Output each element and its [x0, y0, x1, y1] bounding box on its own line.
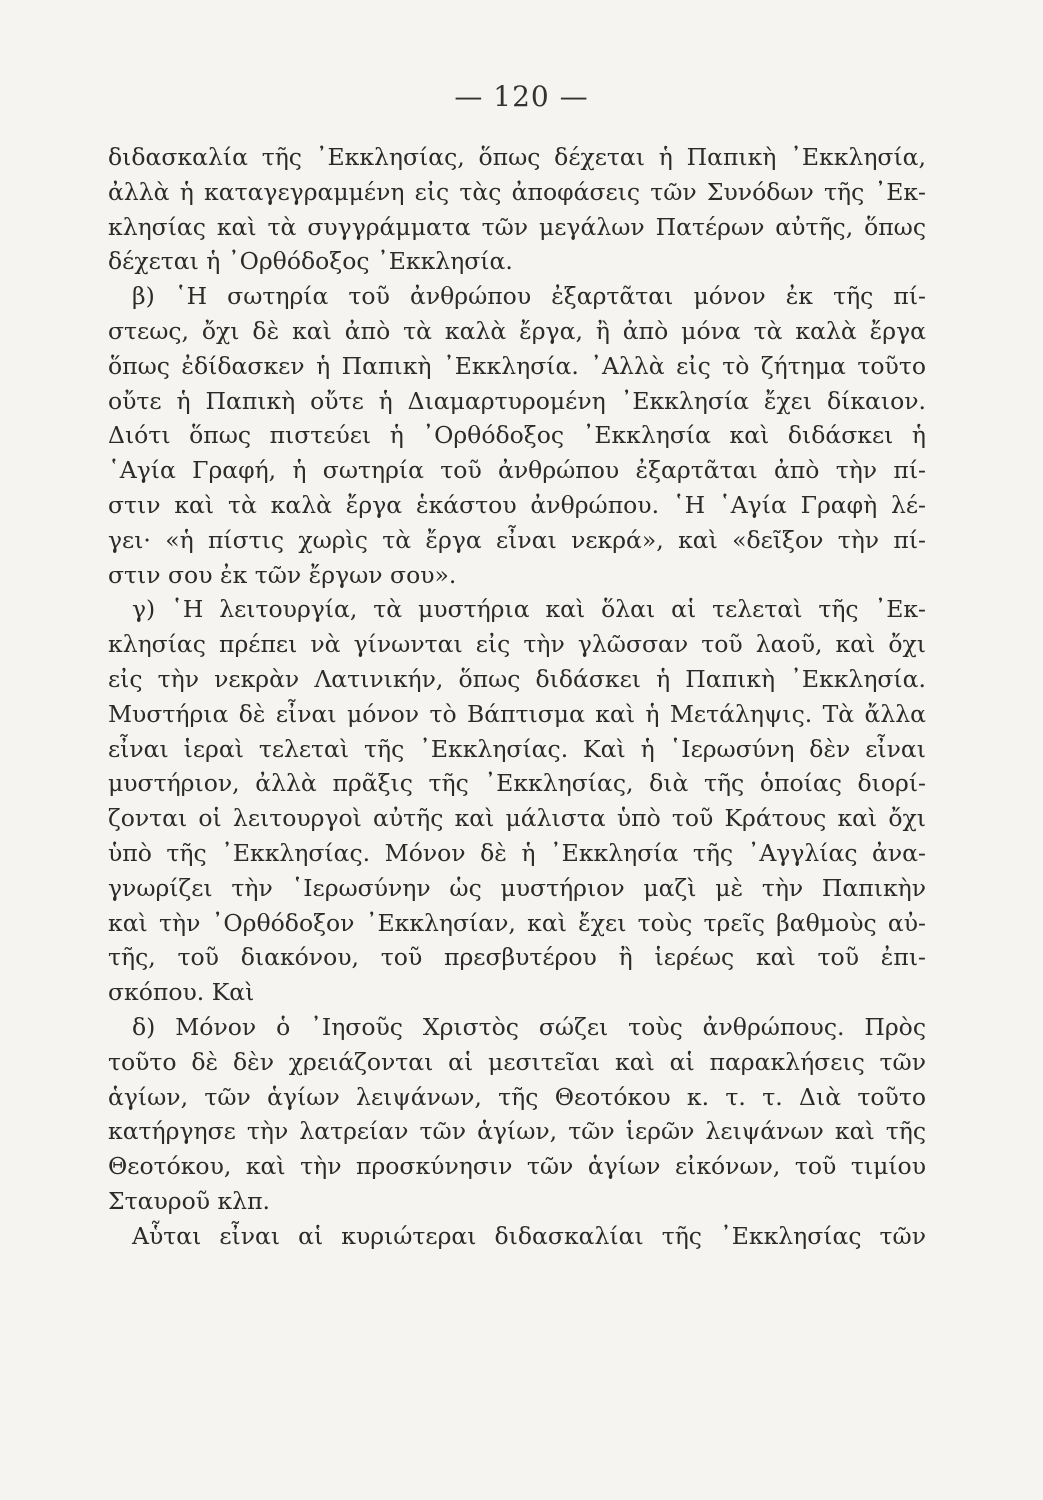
text-line: στεως, ὄχι δὲ καὶ ἀπὸ τὰ καλὰ ἔργα, ἢ ἀπὸ μόνα τὰ καλὰ ἔργα	[108, 316, 926, 345]
text-line: δέχεται ἡ ᾿Ορθόδοξος ᾿Εκκλησία.	[108, 247, 513, 276]
text-line: διδασκαλία τῆς ᾿Εκκλησίας, ὅπως δέχεται ἡ Παπικὴ ᾿Εκκλησία,	[108, 143, 926, 171]
text-line: τῆς, τοῦ διακόνου, τοῦ πρεσβυτέρου ἢ ἱερέως καὶ τοῦ ἐπι-	[108, 943, 926, 972]
text-line: οὔτε ἡ Παπικὴ οὔτε ἡ Διαμαρτυρομένη ᾿Εκκλησία ἔχει δίκαιον.	[108, 386, 926, 415]
text-line: τοῦτο δὲ δὲν χρειάζονται αἱ μεσιτεῖαι καὶ αἱ παρακλήσεις τῶν	[108, 1047, 926, 1076]
text-line: κλησίας καὶ τὰ συγγράμματα τῶν μεγάλων Πατέρων αὐτῆς, ὅπως	[108, 212, 926, 241]
text-line: στιν καὶ τὰ καλὰ ἔργα ἑκάστου ἀνθρώπου. ῾Η ῾Αγία Γραφὴ λέ-	[108, 490, 926, 519]
text-line: γνωρίζει τὴν ῾Ιερωσύνην ὡς μυστήριον μαζὶ μὲ τὴν Παπικὴν	[108, 873, 926, 902]
text-line: Διότι ὅπως πιστεύει ἡ ᾿Ορθόδοξος ᾿Εκκλησία καὶ διδάσκει ἡ	[108, 421, 926, 450]
page-number: — 120 —	[454, 80, 589, 113]
text-line: Θεοτόκου, καὶ τὴν προσκύνησιν τῶν ἁγίων εἰκόνων, τοῦ τιμίου	[108, 1152, 926, 1181]
text-line: ὅπως ἐδίδασκεν ἡ Παπικὴ ᾿Εκκλησία. ᾿Αλλὰ εἰς τὸ ζήτημα τοῦτο	[108, 351, 926, 380]
text-line: β) ῾Η σωτηρία τοῦ ἀνθρώπου ἐξαρτᾶται μόνον ἐκ τῆς πί-	[132, 282, 926, 311]
text-line: εἰς τὴν νεκρὰν Λατινικήν, ὅπως διδάσκει ἡ Παπικὴ ᾿Εκκλησία.	[108, 664, 926, 693]
text-line: γ) ῾Η λειτουργία, τὰ μυστήρια καὶ ὅλαι αἱ τελεταὶ τῆς ᾿Εκ-	[132, 595, 926, 624]
text-line: εἶναι ἱεραὶ τελεταὶ τῆς ᾿Εκκλησίας. Καὶ ἡ ῾Ιερωσύνη δὲν εἶναι	[108, 734, 926, 763]
text-line: ὑπὸ τῆς ᾿Εκκλησίας. Μόνον δὲ ἡ ᾿Εκκλησία τῆς ᾿Αγγλίας ἀνα-	[108, 838, 926, 867]
text-line: δ) Μόνον ὁ ᾿Ιησοῦς Χριστὸς σώζει τοὺς ἀνθρώπους. Πρὸς	[132, 1012, 926, 1041]
text-line: Μυστήρια δὲ εἶναι μόνον τὸ Βάπτισμα καὶ ἡ Μετάληψις. Τὰ ἄλλα	[108, 699, 926, 728]
text-line: κατήργησε τὴν λατρείαν τῶν ἁγίων, τῶν ἱερῶν λειψάνων καὶ τῆς	[108, 1117, 926, 1146]
text-line: ῾Αγία Γραφή, ἡ σωτηρία τοῦ ἀνθρώπου ἐξαρτᾶται ἀπὸ τὴν πί-	[108, 456, 926, 485]
text-line: σκόπου. Καὶ	[108, 978, 255, 1007]
text-line: κλησίας πρέπει νὰ γίνωνται εἰς τὴν γλῶσσαν τοῦ λαοῦ, καὶ ὄχι	[108, 630, 926, 659]
body-text	[108, 140, 926, 1254]
text-line: στιν σου ἐκ τῶν ἔργων σου».	[108, 560, 457, 589]
text-line: ζονται οἱ λειτουργοὶ αὐτῆς καὶ μάλιστα ὑπὸ τοῦ Κράτους καὶ ὄχι	[108, 804, 926, 833]
text-line: Αὗται εἶναι αἱ κυριώτεραι διδασκαλίαι τῆς ᾿Εκκλησίας τῶν	[132, 1221, 926, 1250]
text-line: μυστήριον, ἀλλὰ πρᾶξις τῆς ᾿Εκκλησίας, διὰ τῆς ὁποίας διορί-	[108, 769, 926, 798]
text-line: καὶ τὴν ᾿Ορθόδοξον ᾿Εκκλησίαν, καὶ ἔχει τοὺς τρεῖς βαθμοὺς αὐ-	[108, 908, 926, 937]
text-line: Σταυροῦ κλπ.	[108, 1186, 270, 1215]
text-line: γει· «ἡ πίστις χωρὶς τὰ ἔργα εἶναι νεκρά», καὶ «δεῖξον τὴν πί-	[108, 525, 926, 554]
text-line: ἀλλὰ ἡ καταγεγραμμένη εἰς τὰς ἀποφάσεις τῶν Συνόδων τῆς ᾿Εκ-	[108, 177, 926, 206]
text-line: ἁγίων, τῶν ἁγίων λειψάνων, τῆς Θεοτόκου κ. τ. τ. Διὰ τοῦτο	[108, 1082, 926, 1111]
